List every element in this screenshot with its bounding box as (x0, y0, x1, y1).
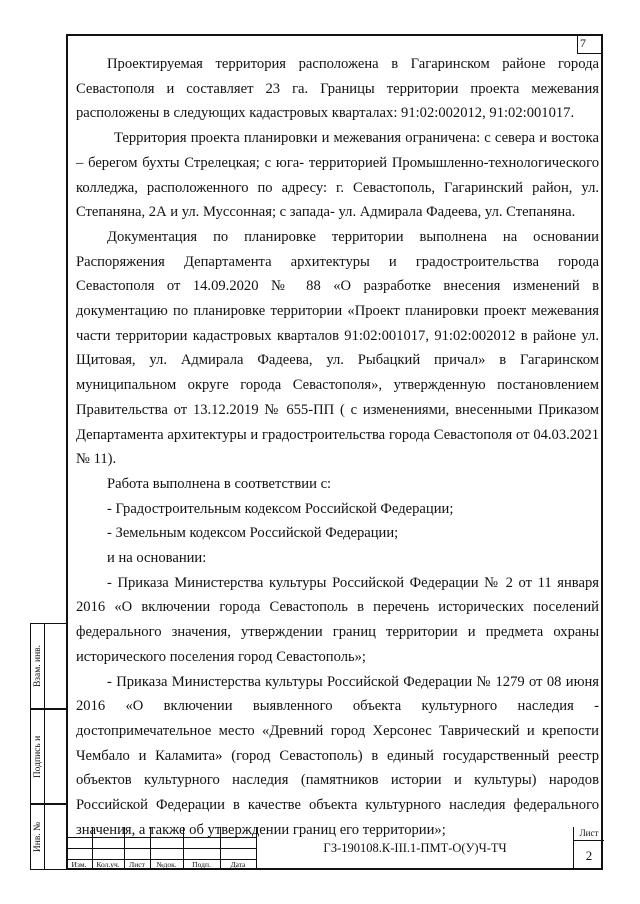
col-list: Лист (129, 860, 145, 869)
paragraph-territory: Проектируемая территория расположена в Гагаринском районе города Севастополя и составляет 23 га. Границы территории проекта межевания расположены в следующих кадастровых кварталах: 91:02:002012, 91:02:001017. (76, 56, 599, 122)
document-code: ГЗ-190108.К-III.1-ПМТ-О(У)Ч-ТЧ (256, 827, 573, 870)
document-body (76, 52, 599, 843)
paragraph-documentation: Документация по планировке территории выполнена на основании Распоряжения Департамента архитектуры и градостроительства города Севастополя от 14.09.2020 № 88 «О разработке внесения изменений в документацию по планировке территории «Проект планировки проект межевания части территории кадастровых кварталов 91:02:001017, 91:02:002012 в районе ул. Щитовая, ул. Адмирала Фадеева, ул. Рыбацкий причал» в Гагаринском муниципальном округе города Севастополя», утвержденную постановлением Правительства от 13.12.2019 № 655-ПП ( с изменениями, внесенными Приказом Департамента архитектуры и градостроительства города Севастополя от 04.03.2021 № 11). (76, 228, 599, 468)
side-stamp-podpis (30, 709, 66, 804)
side-stamp-inv-no (30, 804, 66, 870)
title-block (66, 827, 603, 870)
list-item-order-1279: - Приказа Министерства культуры Российской Федерации № 1279 от 08 июня 2016 «О включении выявленного объекта культурного наследия - достопримечательное место «Древний город Херсонес Таврический и крепости Чембало и Каламита» (город Севастополь) в единый государственный реестр объектов культурного наследия (памятников истории и культуры) народов Российской Федерации в качестве объекта культурного наследия федерального значения, а также об утверждении границ его территории»; (76, 673, 599, 838)
col-podp: Подп. (192, 860, 211, 869)
paragraph-on-basis: и на основании: (107, 550, 207, 567)
sheet-label: Лист (574, 827, 604, 841)
side-label-podpis: Подпись и (32, 735, 43, 778)
list-item-land-code: - Земельным кодексом Российской Федерации; (107, 525, 399, 542)
title-block-grid (66, 827, 256, 870)
col-kol-uch: Кол.уч. (96, 860, 120, 869)
list-item-urban-code: - Градостроительным кодексом Российской Федерации; (107, 500, 454, 517)
col-data: Дата (230, 860, 246, 869)
sheet-number: 2 (585, 848, 593, 863)
col-n-dok: №док. (156, 860, 177, 869)
paragraph-work-accordance: Работа выполнена в соответствии с: (107, 475, 332, 492)
list-item-order-2: - Приказа Министерства культуры Российской Федерации № 2 от 11 января 2016 «О включении города Севастополь в перечень исторических поселений федерального значения, утверждении границ территории и предмета охраны исторического поселения город Севастополь»; (76, 574, 599, 665)
paragraph-boundaries: Территория проекта планировки и межевания ограничена: с севера и востока – берегом бухты Стрелецкая; с юга- территорией Промышленно-технологического колледжа, расположенного по адресу: г. Севастополь, Гагаринский район, ул. Степаняна, 2А и ул. Муссонная; с запада- ул. Адмирала Фадеева, ул. Степаняна. (76, 130, 599, 221)
page-number-top: 7 (577, 34, 603, 54)
side-label-inv-no: Инв. № (32, 821, 43, 853)
sheet-box (573, 827, 603, 870)
side-label-vzam-inv: Взам. инв. (32, 644, 43, 688)
col-izm: Изм. (71, 860, 87, 869)
side-stamp-vzam-inv (30, 623, 66, 709)
